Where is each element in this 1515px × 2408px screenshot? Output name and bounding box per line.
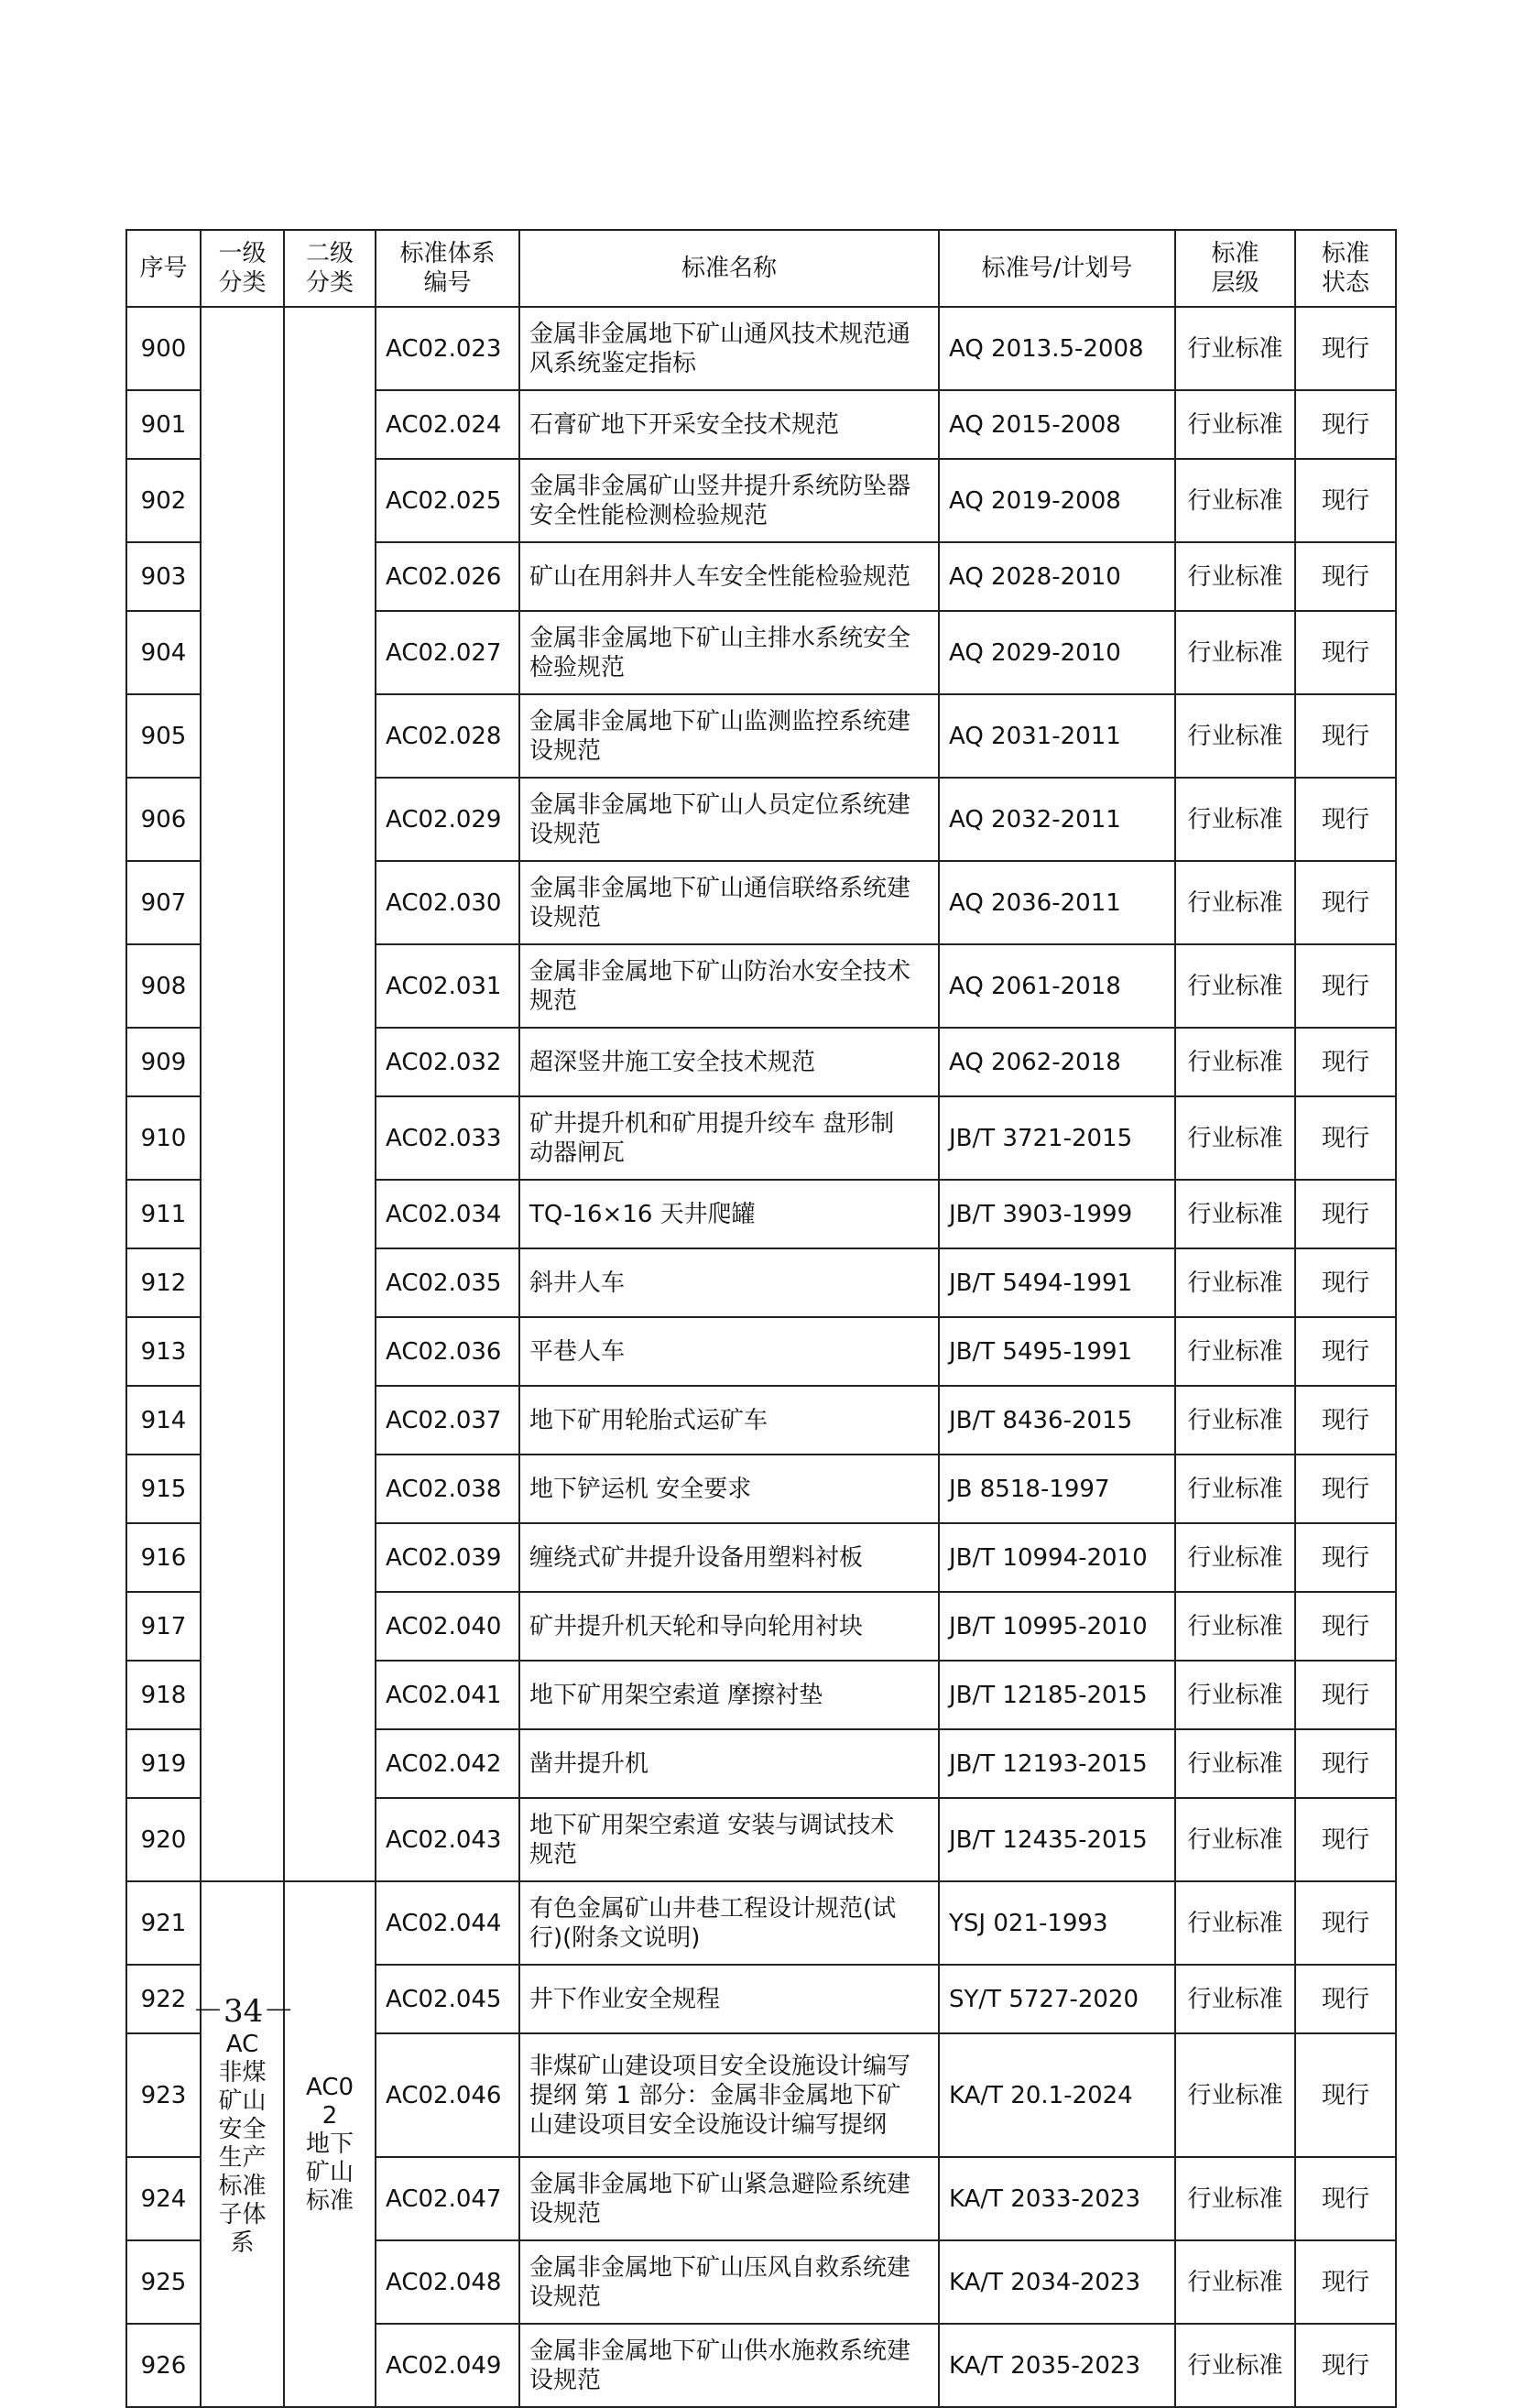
- cell-level: 行业标准: [1175, 778, 1295, 861]
- cell-code: AC02.047: [376, 2157, 519, 2240]
- cell-seq: 911: [126, 1180, 201, 1248]
- cell-name-text: 地下矿用架空索道 摩擦衬垫: [529, 1681, 823, 1709]
- cell-code: AC02.037: [376, 1386, 519, 1455]
- standards-table: [125, 229, 1397, 2408]
- cell-number: JB/T 10994-2010: [939, 1523, 1175, 1592]
- cell-name: [519, 944, 939, 1028]
- cell-name: [519, 2324, 939, 2407]
- cell-name: [519, 861, 939, 944]
- cell-code: AC02.036: [376, 1317, 519, 1386]
- cell-level: 行业标准: [1175, 1180, 1295, 1248]
- cell-level: 行业标准: [1175, 1455, 1295, 1523]
- cell-name: [519, 2033, 939, 2157]
- cell-status: 现行: [1295, 611, 1396, 694]
- cell-code: AC02.029: [376, 778, 519, 861]
- cell-number: JB/T 3721-2015: [939, 1096, 1175, 1180]
- cell-status: 现行: [1295, 778, 1396, 861]
- cell-level: 行业标准: [1175, 861, 1295, 944]
- cell-seq: 912: [126, 1248, 201, 1317]
- cell-status: 现行: [1295, 861, 1396, 944]
- cell-cat2-block-a: [284, 307, 376, 1881]
- header-name: 标准名称: [519, 230, 939, 307]
- cell-code: AC02.038: [376, 1455, 519, 1523]
- cell-name-text: 金属非金属地下矿山人员定位系统建设规范: [529, 790, 911, 848]
- cell-name: [519, 307, 939, 390]
- cell-number: JB/T 12185-2015: [939, 1661, 1175, 1729]
- cell-status: 现行: [1295, 2240, 1396, 2324]
- cell-seq: 903: [126, 542, 201, 611]
- cell-name-text: 金属非金属地下矿山压风自救系统建设规范: [529, 2253, 911, 2311]
- cell-number: JB/T 12193-2015: [939, 1729, 1175, 1798]
- cell-level: 行业标准: [1175, 307, 1295, 390]
- cell-seq: 919: [126, 1729, 201, 1798]
- cell-level: 行业标准: [1175, 944, 1295, 1028]
- cell-seq: 920: [126, 1798, 201, 1881]
- cell-code: AC02.023: [376, 307, 519, 390]
- cell-name-text: 矿山在用斜井人车安全性能检验规范: [529, 562, 911, 591]
- cell-name-text: 斜井人车: [529, 1269, 626, 1297]
- cell-code: AC02.027: [376, 611, 519, 694]
- cell-seq: 913: [126, 1317, 201, 1386]
- cell-name: [519, 1248, 939, 1317]
- cell-status: 现行: [1295, 1661, 1396, 1729]
- cell-name-text: 金属非金属地下矿山通风技术规范通风系统鉴定指标: [529, 320, 911, 377]
- cell-number: AQ 2036-2011: [939, 861, 1175, 944]
- cell-name: [519, 1881, 939, 1965]
- cell-level: 行业标准: [1175, 2157, 1295, 2240]
- cell-code: AC02.032: [376, 1028, 519, 1096]
- cell-name-text: 超深竖井施工安全技术规范: [529, 1048, 816, 1076]
- header-seq: 序号: [126, 230, 201, 307]
- cell-level: 行业标准: [1175, 611, 1295, 694]
- cell-name-text: TQ-16×16 天井爬罐: [529, 1200, 756, 1228]
- cell-number: JB/T 3903-1999: [939, 1180, 1175, 1248]
- cell-level: 行业标准: [1175, 1317, 1295, 1386]
- cell-code: AC02.031: [376, 944, 519, 1028]
- cell-name-text: 平巷人车: [529, 1337, 626, 1366]
- cell-status: 现行: [1295, 1180, 1396, 1248]
- cell-code: AC02.033: [376, 1096, 519, 1180]
- cell-level: 行业标准: [1175, 1386, 1295, 1455]
- cell-cat1-block-a: [201, 307, 284, 1881]
- cell-seq: 921: [126, 1881, 201, 1965]
- cell-level: 行业标准: [1175, 459, 1295, 542]
- cell-number: AQ 2031-2011: [939, 694, 1175, 778]
- cell-level: 行业标准: [1175, 1248, 1295, 1317]
- cell-name-text: 凿井提升机: [529, 1749, 649, 1778]
- cell-status: 现行: [1295, 1798, 1396, 1881]
- cell-number: JB/T 12435-2015: [939, 1798, 1175, 1881]
- cell-name: [519, 1455, 939, 1523]
- cell-level: 行业标准: [1175, 1661, 1295, 1729]
- cell-name-text: 缠绕式矿井提升设备用塑料衬板: [529, 1543, 864, 1572]
- cell-status: 现行: [1295, 1028, 1396, 1096]
- cell-level: 行业标准: [1175, 1965, 1295, 2033]
- cell-code: AC02.039: [376, 1523, 519, 1592]
- cell-seq: 909: [126, 1028, 201, 1096]
- cell-number: JB/T 8436-2015: [939, 1386, 1175, 1455]
- cell-number: YSJ 021-1993: [939, 1881, 1175, 1965]
- cell-name-text: 非煤矿山建设项目安全设施设计编写提纲 第 1 部分：金属非金属地下矿山建设项目安全设施设计编写提纲: [529, 2052, 911, 2139]
- cell-seq: 905: [126, 694, 201, 778]
- cell-seq: 904: [126, 611, 201, 694]
- cell-status: 现行: [1295, 1592, 1396, 1661]
- header-cat2: 二级 分类: [284, 230, 376, 307]
- cell-name: [519, 1592, 939, 1661]
- cell-name: [519, 1028, 939, 1096]
- table-header-row: [126, 230, 1396, 307]
- cell-code: AC02.044: [376, 1881, 519, 1965]
- cell-code: AC02.034: [376, 1180, 519, 1248]
- cell-name-text: 有色金属矿山井巷工程设计规范(试行)(附条文说明): [529, 1894, 897, 1952]
- cell-level: 行业标准: [1175, 390, 1295, 459]
- cell-number: AQ 2029-2010: [939, 611, 1175, 694]
- cell-status: 现行: [1295, 1523, 1396, 1592]
- cell-seq: 924: [126, 2157, 201, 2240]
- cell-name: [519, 694, 939, 778]
- cell-name-text: 地下矿用轮胎式运矿车: [529, 1406, 768, 1434]
- cell-seq: 902: [126, 459, 201, 542]
- header-cat1: 一级 分类: [201, 230, 284, 307]
- cell-code: AC02.048: [376, 2240, 519, 2324]
- cell-code: AC02.026: [376, 542, 519, 611]
- cell-seq: 916: [126, 1523, 201, 1592]
- cell-name-text: 井下作业安全规程: [529, 1985, 721, 2013]
- cell-seq: 906: [126, 778, 201, 861]
- cell-name: [519, 1096, 939, 1180]
- cell-level: 行业标准: [1175, 1798, 1295, 1881]
- cell-name: [519, 1798, 939, 1881]
- cell-level: 行业标准: [1175, 2240, 1295, 2324]
- cell-number: AQ 2061-2018: [939, 944, 1175, 1028]
- table-row: [126, 307, 1396, 390]
- cell-number: KA/T 20.1-2024: [939, 2033, 1175, 2157]
- cell-name: [519, 1180, 939, 1248]
- cell-status: 现行: [1295, 459, 1396, 542]
- cell-number: AQ 2015-2008: [939, 390, 1175, 459]
- cell-code: AC02.030: [376, 861, 519, 944]
- cell-name: [519, 2240, 939, 2324]
- cell-number: AQ 2062-2018: [939, 1028, 1175, 1096]
- cell-number: JB/T 5495-1991: [939, 1317, 1175, 1386]
- cell-status: 现行: [1295, 307, 1396, 390]
- cell-number: KA/T 2035-2023: [939, 2324, 1175, 2407]
- cell-code: AC02.046: [376, 2033, 519, 2157]
- cell-status: 现行: [1295, 1317, 1396, 1386]
- cell-level: 行业标准: [1175, 2324, 1295, 2407]
- cell-code: AC02.025: [376, 459, 519, 542]
- page-number: －34－: [192, 1993, 295, 2030]
- cell-name: [519, 2157, 939, 2240]
- cell-name-text: 矿井提升机和矿用提升绞车 盘形制动器闸瓦: [529, 1109, 895, 1167]
- cell-level: 行业标准: [1175, 542, 1295, 611]
- cell-name: [519, 611, 939, 694]
- cell-status: 现行: [1295, 2324, 1396, 2407]
- cell-seq: 901: [126, 390, 201, 459]
- cell-name-text: 金属非金属地下矿山监测监控系统建设规范: [529, 707, 911, 765]
- cell-seq: 918: [126, 1661, 201, 1729]
- table-body: [126, 307, 1396, 2407]
- cell-seq: 914: [126, 1386, 201, 1455]
- cell-number: SY/T 5727-2020: [939, 1965, 1175, 2033]
- cell-name-text: 金属非金属地下矿山通信联络系统建设规范: [529, 874, 911, 932]
- cell-number: AQ 2032-2011: [939, 778, 1175, 861]
- cell-name-text: 石膏矿地下开采安全技术规范: [529, 410, 840, 439]
- cell-name: [519, 1661, 939, 1729]
- cell-status: 现行: [1295, 1881, 1396, 1965]
- cell-status: 现行: [1295, 944, 1396, 1028]
- cell-name-text: 金属非金属地下矿山紧急避险系统建设规范: [529, 2170, 911, 2228]
- cell-name: [519, 1729, 939, 1798]
- cell-code: AC02.043: [376, 1798, 519, 1881]
- cell-name: [519, 390, 939, 459]
- cell-cat1: [201, 1881, 284, 2407]
- cell-cat2: [284, 1881, 376, 2407]
- cell-status: 现行: [1295, 2033, 1396, 2157]
- cell-seq: 900: [126, 307, 201, 390]
- cell-status: 现行: [1295, 542, 1396, 611]
- cell-code: AC02.041: [376, 1661, 519, 1729]
- cell-name-text: 金属非金属地下矿山主排水系统安全检验规范: [529, 624, 911, 681]
- cell-level: 行业标准: [1175, 1592, 1295, 1661]
- cell-seq: 926: [126, 2324, 201, 2407]
- cell-name-text: 矿井提升机天轮和导向轮用衬块: [529, 1612, 864, 1640]
- cell-seq: 917: [126, 1592, 201, 1661]
- cell-level: 行业标准: [1175, 1523, 1295, 1592]
- cell-name-text: 地下矿用架空索道 安装与调试技术规范: [529, 1811, 895, 1869]
- cell-code: AC02.045: [376, 1965, 519, 2033]
- cell-number: KA/T 2033-2023: [939, 2157, 1175, 2240]
- cell-name: [519, 1965, 939, 2033]
- cell-number: JB/T 10995-2010: [939, 1592, 1175, 1661]
- cell-code: AC02.042: [376, 1729, 519, 1798]
- cell-status: 现行: [1295, 1096, 1396, 1180]
- cell-level: 行业标准: [1175, 1096, 1295, 1180]
- cell-number: AQ 2013.5-2008: [939, 307, 1175, 390]
- cell-level: 行业标准: [1175, 1028, 1295, 1096]
- cell-status: 现行: [1295, 1965, 1396, 2033]
- cell-status: 现行: [1295, 694, 1396, 778]
- cell-code: AC02.049: [376, 2324, 519, 2407]
- cell-code: AC02.040: [376, 1592, 519, 1661]
- cell-level: 行业标准: [1175, 1729, 1295, 1798]
- cell-name: [519, 1386, 939, 1455]
- cell-seq: 907: [126, 861, 201, 944]
- cat2-label: AC02 地下 矿山 标准: [305, 2073, 354, 2215]
- cell-seq: 925: [126, 2240, 201, 2324]
- cell-status: 现行: [1295, 1386, 1396, 1455]
- cell-name: [519, 778, 939, 861]
- cell-name-text: 金属非金属地下矿山供水施救系统建设规范: [529, 2337, 911, 2394]
- cell-seq: 908: [126, 944, 201, 1028]
- cell-name: [519, 1523, 939, 1592]
- cell-number: AQ 2028-2010: [939, 542, 1175, 611]
- cell-status: 现行: [1295, 1248, 1396, 1317]
- table-row: [126, 1881, 1396, 1965]
- cell-status: 现行: [1295, 1455, 1396, 1523]
- cell-level: 行业标准: [1175, 2033, 1295, 2157]
- cell-number: JB/T 5494-1991: [939, 1248, 1175, 1317]
- cat1-label: AC 非煤 矿山 安全 生产 标准 子体 系: [218, 2031, 267, 2257]
- cell-name: [519, 542, 939, 611]
- cell-code: AC02.024: [376, 390, 519, 459]
- cell-number: AQ 2019-2008: [939, 459, 1175, 542]
- cell-name-text: 金属非金属矿山竖井提升系统防坠器安全性能检测检验规范: [529, 472, 911, 529]
- cell-level: 行业标准: [1175, 1881, 1295, 1965]
- cell-status: 现行: [1295, 390, 1396, 459]
- header-level: 标准 层级: [1175, 230, 1295, 307]
- cell-name-text: 地下铲运机 安全要求: [529, 1475, 752, 1503]
- header-number: 标准号/计划号: [939, 230, 1175, 307]
- cell-status: 现行: [1295, 2157, 1396, 2240]
- cell-seq: 915: [126, 1455, 201, 1523]
- cell-number: JB 8518-1997: [939, 1455, 1175, 1523]
- header-status: 标准 状态: [1295, 230, 1396, 307]
- cell-seq: 922: [126, 1965, 201, 2033]
- cell-name-text: 金属非金属地下矿山防治水安全技术规范: [529, 957, 911, 1015]
- cell-number: KA/T 2034-2023: [939, 2240, 1175, 2324]
- cell-seq: 923: [126, 2033, 201, 2157]
- cell-status: 现行: [1295, 1729, 1396, 1798]
- header-code: 标准体系 编号: [376, 230, 519, 307]
- cell-level: 行业标准: [1175, 694, 1295, 778]
- cell-seq: 910: [126, 1096, 201, 1180]
- cell-name: [519, 1317, 939, 1386]
- cell-code: AC02.035: [376, 1248, 519, 1317]
- cell-name: [519, 459, 939, 542]
- cell-code: AC02.028: [376, 694, 519, 778]
